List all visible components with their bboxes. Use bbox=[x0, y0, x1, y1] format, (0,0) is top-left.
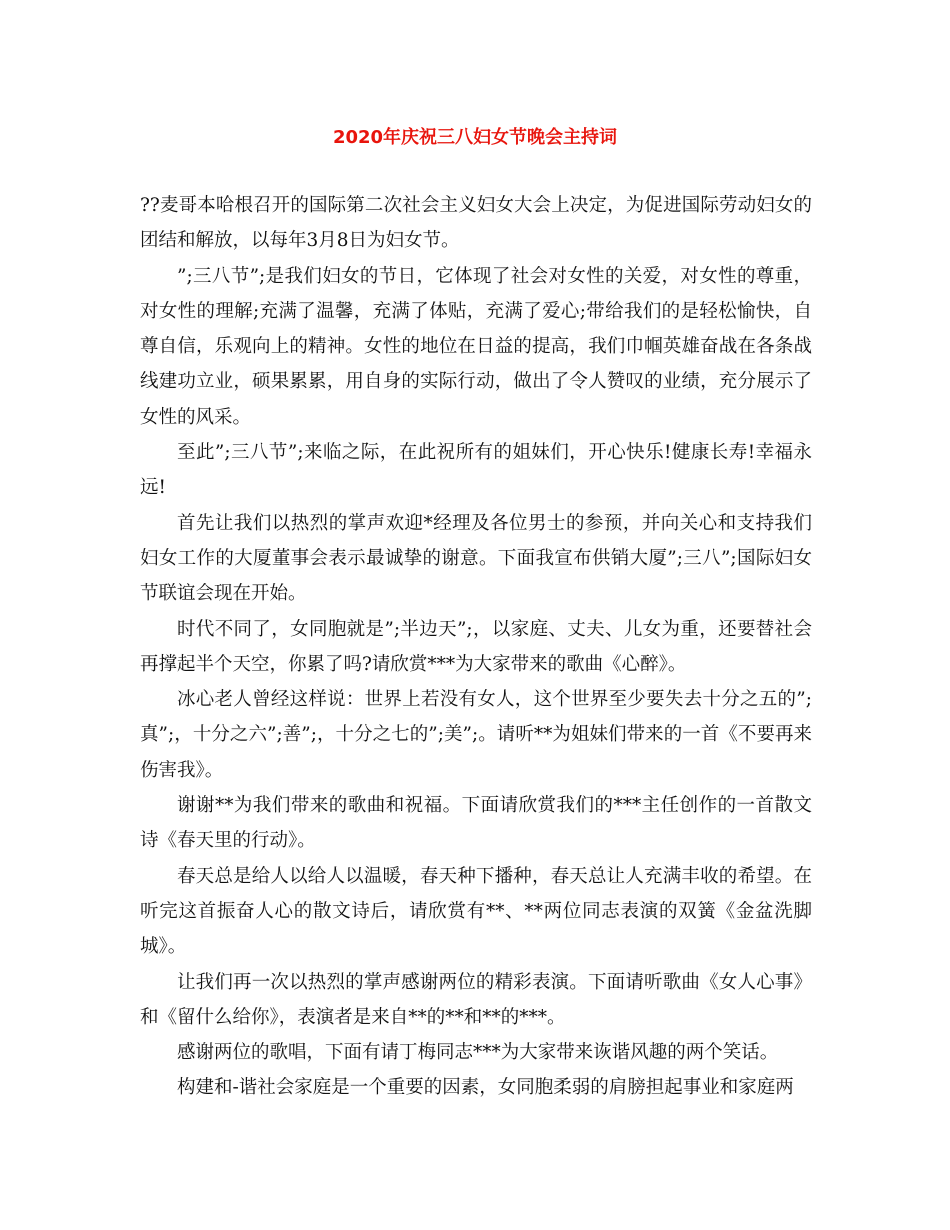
paragraph-10: 感谢两位的歌唱，下面有请丁梅同志***为大家带来诙谐风趣的两个笑话。 bbox=[177, 1042, 779, 1064]
document-title: 2020年庆祝三八妇女节晚会主持词 bbox=[332, 127, 618, 148]
paragraph-5: 时代不同了，女同胞就是”;半边天”;，以家庭、丈夫、儿女为重，还要替社会再撑起半个天空，你累了吗?请欣赏***为大家带来的歌曲《心醉》。 bbox=[140, 618, 812, 675]
paragraph-9: 让我们再一次以热烈的掌声感谢两位的精彩表演。下面请听歌曲《女人心事》和《留什么给你》，表演者是来自**的**和**的***。 bbox=[140, 971, 812, 1028]
paragraph-6: 冰心老人曾经这样说：世界上若没有女人，这个世界至少要失去十分之五的”;真”;，十分之六”;善”;，十分之七的”;美”;。请听**为姐妹们带来的一首《不要再来伤害我》。 bbox=[140, 689, 812, 781]
document-body bbox=[140, 188, 812, 1106]
paragraph-2: ”;三八节”;是我们妇女的节日，它体现了社会对女性的关爱，对女性的尊重，对女性的理解;充满了温馨，充满了体贴，充满了爱心;带给我们的是轻松愉快，自尊自信，乐观向上的精神。女性的地位在日益的提高，我们巾帼英雄奋战在各条战线建功立业，硕果累累，用自身的实际行动，做出了令人赞叹的业绩，充分展示了女性的风采。 bbox=[140, 265, 812, 428]
paragraph-7: 谢谢**为我们带来的歌曲和祝福。下面请欣赏我们的***主任创作的一首散文诗《春天里的行动》。 bbox=[140, 795, 812, 852]
paragraph-1: ??麦哥本哈根召开的国际第二次社会主义妇女大会上决定，为促进国际劳动妇女的团结和解放，以每年3月8日为妇女节。 bbox=[140, 195, 812, 252]
paragraph-11: 构建和-谐社会家庭是一个重要的因素，女同胞柔弱的肩膀担起事业和家庭两 bbox=[177, 1077, 794, 1099]
paragraph-8: 春天总是给人以给人以温暖，春天种下播种，春天总让人充满丰收的希望。在听完这首振奋人心的散文诗后，请欣赏有**、**两位同志表演的双簧《金盆洗脚城》。 bbox=[140, 865, 812, 958]
paragraph-3: 至此”;三八节”;来临之际，在此祝所有的姐妹们，开心快乐!健康长寿!幸福永远! bbox=[140, 442, 812, 499]
paragraph-4: 首先让我们以热烈的掌声欢迎*经理及各位男士的参预，并向关心和支持我们妇女工作的大厦董事会表示最诚挚的谢意。下面我宣布供销大厦”;三八”;国际妇女节联谊会现在开始。 bbox=[140, 512, 812, 605]
